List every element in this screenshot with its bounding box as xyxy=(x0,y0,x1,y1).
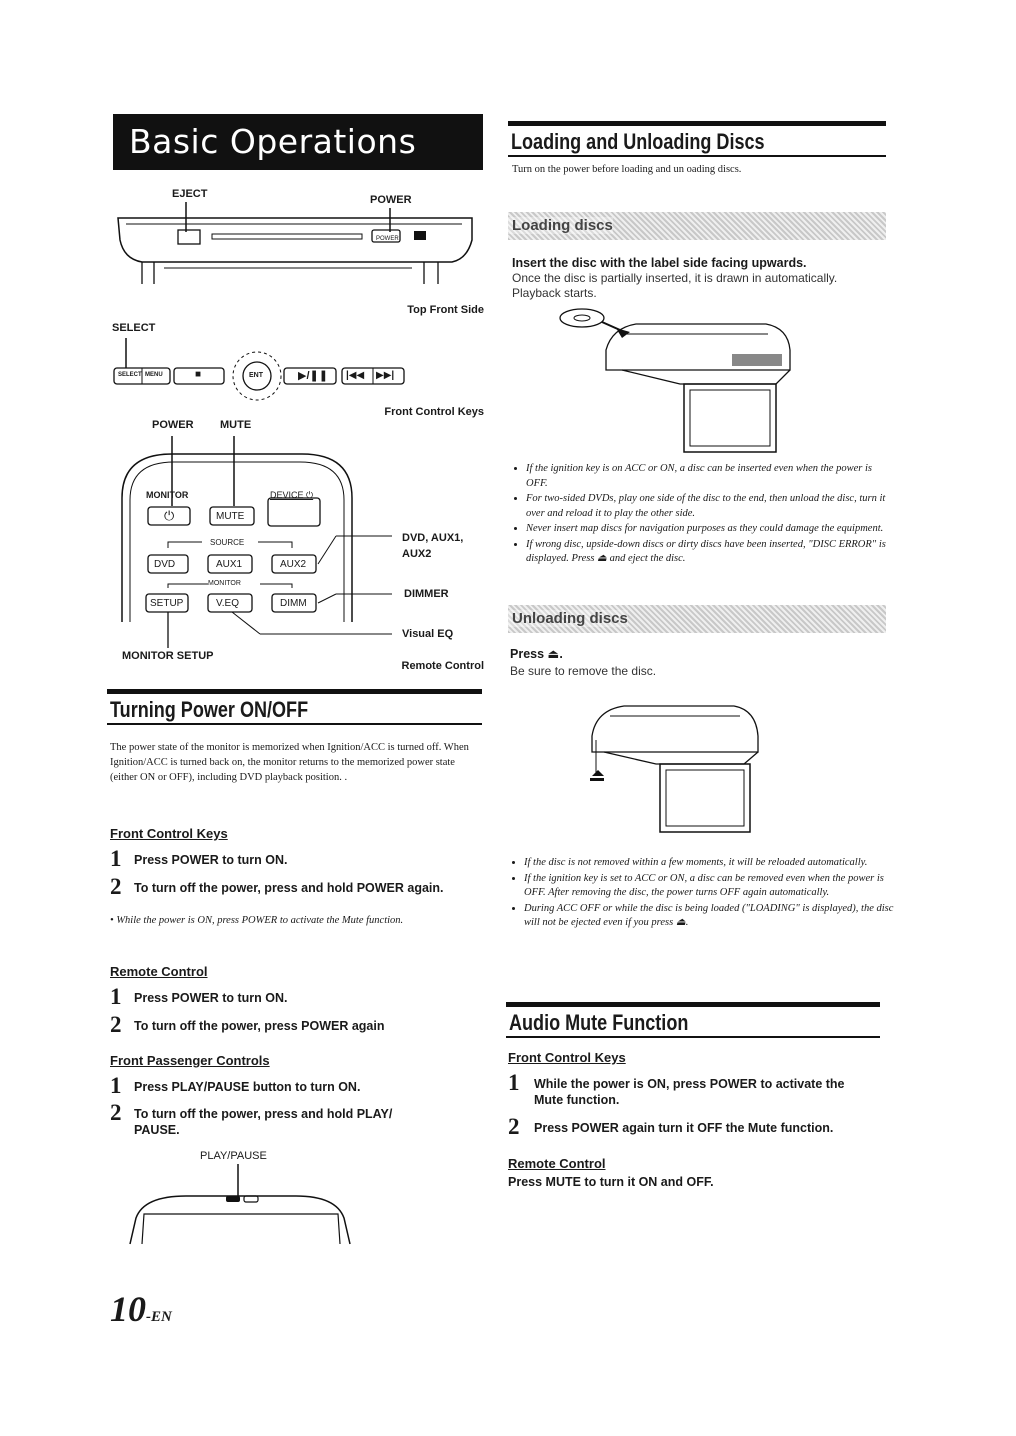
aux1-button-label: AUX1 xyxy=(216,559,243,570)
key-menu: MENU xyxy=(145,372,163,378)
play-pause-label: PLAY/PAUSE xyxy=(200,1150,267,1162)
load-instruction: Insert the disc with the label side facing upwards. xyxy=(512,256,807,270)
passenger-subheading: Front Passenger Controls xyxy=(110,1053,270,1068)
mute-heading: Audio Mute Function xyxy=(509,1010,689,1035)
key-prev: |◀◀ xyxy=(346,370,365,381)
key-stop: ■ xyxy=(195,369,202,380)
key-next: ▶▶| xyxy=(376,370,395,381)
unload-note: • During ACC OFF or while the disc is being loaded ("LOADING" is displayed), the disc will not be ejected even if you press ⏏. xyxy=(524,902,896,931)
select-label: SELECT xyxy=(112,322,156,334)
front-keys-drawing xyxy=(112,318,484,408)
loading-intro: Turn on the power before loading and un oading discs. xyxy=(512,164,742,175)
unloading-discs-bar: Unloading discs xyxy=(508,605,886,633)
mute-front-keys-subheading: Front Control Keys xyxy=(508,1050,626,1065)
play-pause-diagram xyxy=(126,1148,356,1248)
mute-rule-top xyxy=(506,1002,880,1007)
load-note: • For two-sided DVDs, play one side of the disc to the end, then unload the disc, turn it over and reload it to play the other side. xyxy=(526,492,896,521)
page-number: 10-EN xyxy=(110,1289,172,1329)
loading-rule-top xyxy=(508,121,886,126)
top-unit-diagram xyxy=(112,184,484,319)
mute-remote-instruction: Press MUTE to turn it ON and OFF. xyxy=(508,1175,714,1189)
load-note: • If the ignition key is on ACC or ON, a disc can be inserted even when the power is OFF. xyxy=(526,462,896,491)
power-symbol-button: ⏻ xyxy=(164,508,175,523)
loading-discs-bar: Loading discs xyxy=(508,212,886,240)
load-note: • Never insert map discs for navigation purposes as they could damage the equipment. xyxy=(526,522,896,537)
key-play-pause: ▶/❚❚ xyxy=(298,370,328,382)
page-title: Basic Operations xyxy=(113,114,483,170)
monitor-small-label: MONITOR xyxy=(208,580,241,587)
aux2-button-label: AUX2 xyxy=(280,559,307,570)
dvd-button-label: DVD xyxy=(154,559,176,570)
remote-diagram xyxy=(112,418,484,676)
monitor-label: MONITOR xyxy=(146,490,189,500)
aux2-label: AUX2 xyxy=(402,548,432,560)
unload-body: Be sure to remove the disc. xyxy=(510,664,657,678)
loading-heading: Loading and Unloading Discs xyxy=(511,129,765,154)
veq-button-label: V.EQ xyxy=(216,598,239,609)
front-keys-caption: Front Control Keys xyxy=(384,406,484,418)
remote-caption: Remote Control xyxy=(401,660,484,672)
front-keys-step-2: 2 To turn off the power, press and hold POWER again. xyxy=(110,874,444,899)
load-notes xyxy=(512,462,896,568)
device-label: DEVICE ⏻ xyxy=(270,490,314,500)
front-keys-diagram xyxy=(112,318,484,422)
mute-step-1: 1 While the power is ON, press POWER to activate the Mute function. xyxy=(508,1070,845,1107)
unload-note: • If the disc is not removed within a few moments, it will be reloaded automatically. xyxy=(524,856,896,871)
setup-button-label: SETUP xyxy=(150,598,184,609)
mute-remote-subheading: Remote Control xyxy=(508,1156,606,1171)
loading-illustration xyxy=(556,304,806,454)
unloading-illustration xyxy=(584,696,774,836)
dimmer-label: DIMMER xyxy=(404,588,449,600)
visual-eq-label: Visual EQ xyxy=(402,628,454,640)
power-label: POWER xyxy=(370,194,412,206)
turning-power-heading: Turning Power ON/OFF xyxy=(110,697,309,722)
front-keys-step-1: 1 Press POWER to turn ON. xyxy=(110,846,288,871)
remote-step-2: 2 To turn off the power, press POWER again xyxy=(110,1012,385,1037)
power-button-text: POWER xyxy=(376,236,399,242)
front-keys-subheading: Front Control Keys xyxy=(110,826,228,841)
front-keys-note: • While the power is ON, press POWER to activate the Mute function. xyxy=(110,915,404,926)
mute-button-label: MUTE xyxy=(216,511,245,522)
passenger-step-1: 1 Press PLAY/PAUSE button to turn ON. xyxy=(110,1073,361,1098)
turning-power-intro: The power state of the monitor is memorized when Ignition/ACC is turned off. When Ignition/ACC is turned back on, the monitor returns to the memorized power state (either ON or OFF), including DVD playback position. . xyxy=(110,742,469,783)
loading-rule-bottom xyxy=(508,155,886,157)
mute-step-2: 2 Press POWER again turn it OFF the Mute function. xyxy=(508,1114,834,1139)
dimm-button-label: DIMM xyxy=(280,598,307,609)
unload-notes xyxy=(510,856,896,932)
unload-note: • If the ignition key is set to ACC or ON, a disc can be removed even when the power is OFF. After removing the disc, the power turns OFF again automatically. xyxy=(524,872,896,901)
load-body: Once the disc is partially inserted, it is drawn in automatically. Playback starts. xyxy=(512,271,838,300)
key-select: SELECT xyxy=(118,372,142,378)
top-unit-drawing xyxy=(112,184,484,294)
remote-step-1: 1 Press POWER to turn ON. xyxy=(110,984,288,1009)
section-rule-top xyxy=(107,689,482,694)
source-label: SOURCE xyxy=(210,538,245,547)
unload-press: Press ⏏. xyxy=(510,647,563,661)
dvd-aux-label: DVD, AUX1, xyxy=(402,532,464,544)
key-ent: ENT xyxy=(249,372,263,379)
section-rule-bottom xyxy=(107,723,482,725)
top-front-caption: Top Front Side xyxy=(407,304,484,316)
eject-label: EJECT xyxy=(172,188,208,200)
load-note: • If wrong disc, upside-down discs or dirty discs have been inserted, "DISC ERROR" is displayed. Press ⏏ and eject the disc. xyxy=(526,538,896,567)
remote-subheading: Remote Control xyxy=(110,964,208,979)
passenger-step-2: 2 To turn off the power, press and hold PLAY/ PAUSE. xyxy=(110,1100,393,1137)
remote-mute-label: MUTE xyxy=(220,419,252,431)
remote-power-label: POWER xyxy=(152,419,194,431)
mute-rule-bottom xyxy=(506,1036,880,1038)
monitor-setup-label: MONITOR SETUP xyxy=(122,650,214,662)
